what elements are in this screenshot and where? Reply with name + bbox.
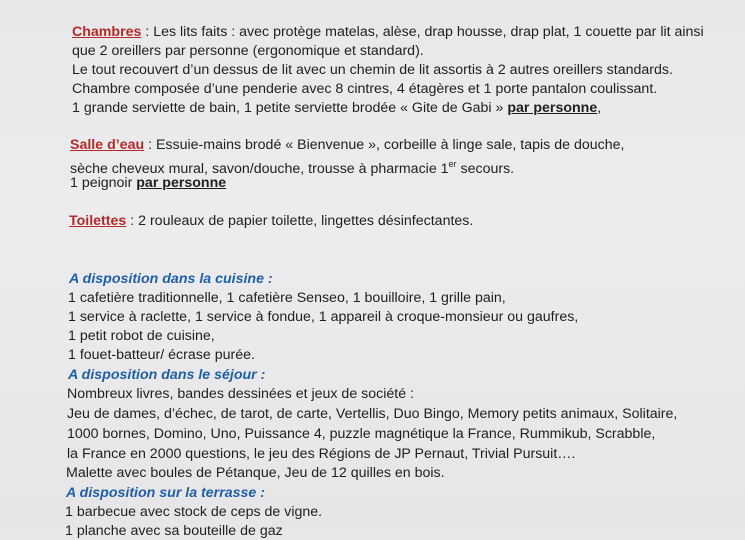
chambres-line-1 — [72, 23, 704, 41]
sejour-line-5: Malette avec boules de Pétanque, Jeu de 12 quilles en bois. — [66, 465, 445, 481]
terrasse-heading: A disposition sur la terrasse : — [66, 485, 265, 501]
salle-eau-text-1: : Essuie-mains brodé « Bienvenue », corbeille à linge sale, tapis de douche, — [144, 137, 625, 153]
chambres-par-personne: par personne — [507, 100, 598, 116]
cuisine-line-1: 1 cafetière traditionnelle, 1 cafetière Senseo, 1 bouilloire, 1 grille pain, — [68, 290, 506, 306]
cuisine-line-2: 1 service à raclette, 1 service à fondue, 1 appareil à croque-monsieur ou gaufres, — [68, 309, 579, 325]
cuisine-heading: A disposition dans la cuisine : — [69, 271, 273, 287]
chambres-line-2: que 2 oreillers par personne (ergonomique et standard). — [72, 43, 424, 59]
sejour-line-1: Nombreux livres, bandes dessinées et jeux de société : — [67, 386, 414, 402]
sejour-line-4: la France en 2000 questions, le jeu des Régions de JP Pernaut, Trivial Pursuit…. — [67, 446, 576, 462]
sejour-heading: A disposition dans le séjour : — [68, 367, 266, 383]
terrasse-line-1: 1 barbecue avec stock de ceps de vigne. — [65, 504, 323, 520]
chambres-line-4: Chambre composée d’une penderie avec 8 cintres, 4 étagères et 1 porte pantalon coulissant. — [72, 81, 658, 97]
terrasse-line-2: 1 planche avec sa bouteille de gaz — [65, 523, 283, 539]
salle-eau-text-2b: secours. — [456, 161, 515, 177]
chambres-heading: Chambres — [72, 24, 142, 40]
salle-eau-text-2a: sèche cheveux mural, savon/douche, trousse à pharmacie 1 — [70, 161, 449, 177]
chambres-text-5a: 1 grande serviette de bain, 1 petite serviette brodée « Gite de Gabi » — [72, 100, 508, 116]
salle-eau-line-1 — [70, 136, 624, 154]
toilettes-text-1: : 2 rouleaux de papier toilette, lingettes désinfectantes. — [126, 213, 474, 229]
salle-eau-text-3a: 1 peignoir — [70, 175, 137, 191]
salle-eau-line-3 — [70, 174, 226, 192]
chambres-text-1: : Les lits faits : avec protège matelas, alèse, drap housse, drap plat, 1 couette par lit ainsi — [141, 24, 704, 40]
toilettes-heading: Toilettes — [69, 213, 127, 229]
toilettes-line-1 — [69, 212, 473, 230]
sejour-line-2: Jeu de dames, d’échec, de tarot, de carte, Vertellis, Duo Bingo, Memory petits animaux, Solitaire, — [67, 406, 678, 422]
chambres-text-5c: , — [597, 100, 602, 116]
cuisine-line-3: 1 petit robot de cuisine, — [68, 328, 215, 344]
salle-eau-heading: Salle d’eau — [70, 137, 145, 153]
salle-eau-sup: er — [448, 159, 457, 169]
cuisine-line-4: 1 fouet-batteur/ écrase purée. — [68, 347, 255, 363]
chambres-line-5 — [72, 99, 601, 117]
salle-eau-par-personne: par personne — [136, 175, 227, 191]
sejour-line-3: 1000 bornes, Domino, Uno, Puissance 4, puzzle magnétique la France, Rummikub, Scrabble, — [67, 426, 656, 442]
chambres-line-3: Le tout recouvert d’un dessus de lit avec un chemin de lit assortis à 2 autres oreillers standards. — [72, 62, 673, 78]
